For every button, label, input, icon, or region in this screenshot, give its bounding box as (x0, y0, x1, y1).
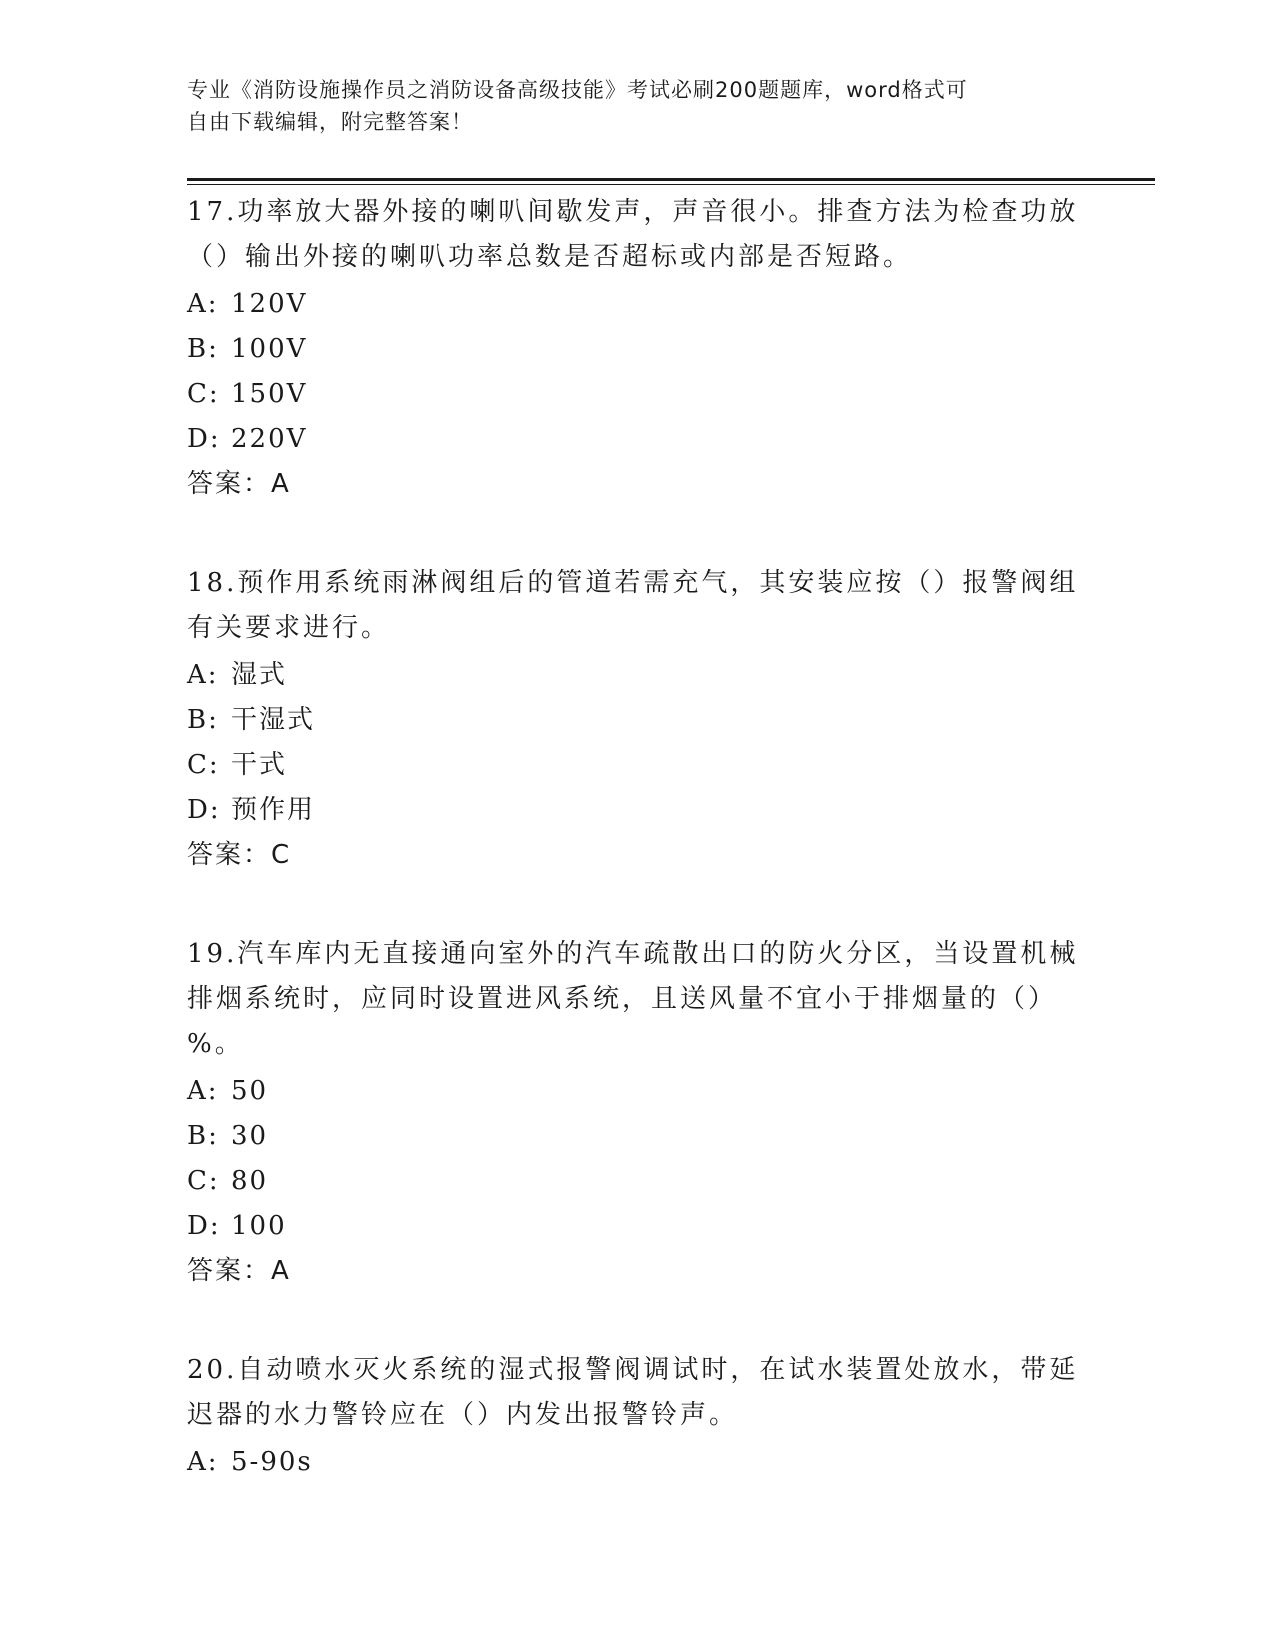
header-divider-thin (187, 184, 1155, 185)
option-text: 100 (231, 1211, 287, 1241)
question-19 (187, 932, 1087, 1294)
option-text: 120V (231, 289, 308, 319)
option-key: B: (187, 705, 219, 735)
option-text: 5-90s (231, 1447, 313, 1477)
question-stem: 20.自动喷水灭火系统的湿式报警阀调试时，在试水装置处放水，带延迟器的水力警铃应在（）内发出报警铃声。 (187, 1355, 1079, 1430)
option-key: C: (187, 379, 220, 409)
option-key: D: (187, 795, 221, 825)
option-key: A: (187, 289, 219, 319)
option-d (187, 788, 1087, 833)
option-key: B: (187, 334, 219, 364)
option-text: 50 (231, 1076, 269, 1106)
option-a (187, 653, 1087, 698)
header-line-1: 专业《消防设施操作员之消防设备高级技能》考试必刷200题题库，word格式可 (187, 78, 968, 102)
option-b (187, 327, 1087, 372)
option-key: D: (187, 424, 221, 454)
option-key: A: (187, 1076, 219, 1106)
option-key: B: (187, 1121, 219, 1151)
answer-line: 答案：C (187, 840, 292, 870)
header-line-2: 自由下载编辑，附完整答案！ (187, 110, 473, 134)
option-text: 30 (231, 1121, 269, 1151)
question-20 (187, 1348, 1087, 1485)
option-a (187, 1440, 1087, 1485)
option-c (187, 1159, 1087, 1204)
option-a (187, 1069, 1087, 1114)
header-divider-thick (187, 178, 1155, 181)
option-text: 100V (231, 334, 308, 364)
option-b (187, 698, 1087, 743)
option-key: C: (187, 1166, 220, 1196)
option-c (187, 372, 1087, 417)
option-key: C: (187, 750, 220, 780)
question-17 (187, 190, 1087, 507)
document-header (187, 74, 1087, 138)
option-d (187, 1204, 1087, 1249)
option-text: 150V (231, 379, 308, 409)
question-18 (187, 561, 1087, 878)
question-stem: 18.预作用系统雨淋阀组后的管道若需充气，其安装应按（）报警阀组有关要求进行。 (187, 568, 1079, 643)
option-text: 预作用 (231, 795, 316, 825)
option-b (187, 1114, 1087, 1159)
option-key: D: (187, 1211, 221, 1241)
answer-line: 答案：A (187, 469, 291, 499)
option-text: 干式 (231, 750, 288, 780)
option-text: 80 (231, 1166, 269, 1196)
option-key: A: (187, 1447, 219, 1477)
question-stem: 19.汽车库内无直接通向室外的汽车疏散出口的防火分区，当设置机械排烟系统时，应同时设置进风系统，且送风量不宜小于排烟量的（）%。 (187, 939, 1079, 1059)
option-text: 干湿式 (231, 705, 316, 735)
option-d (187, 417, 1087, 462)
question-list (187, 190, 1087, 1539)
option-a (187, 282, 1087, 327)
answer-line: 答案：A (187, 1256, 291, 1286)
option-text: 220V (231, 424, 308, 454)
option-key: A: (187, 660, 219, 690)
option-text: 湿式 (231, 660, 288, 690)
question-stem: 17.功率放大器外接的喇叭间歇发声，声音很小。排查方法为检查功放（）输出外接的喇叭功率总数是否超标或内部是否短路。 (187, 197, 1079, 272)
option-c (187, 743, 1087, 788)
